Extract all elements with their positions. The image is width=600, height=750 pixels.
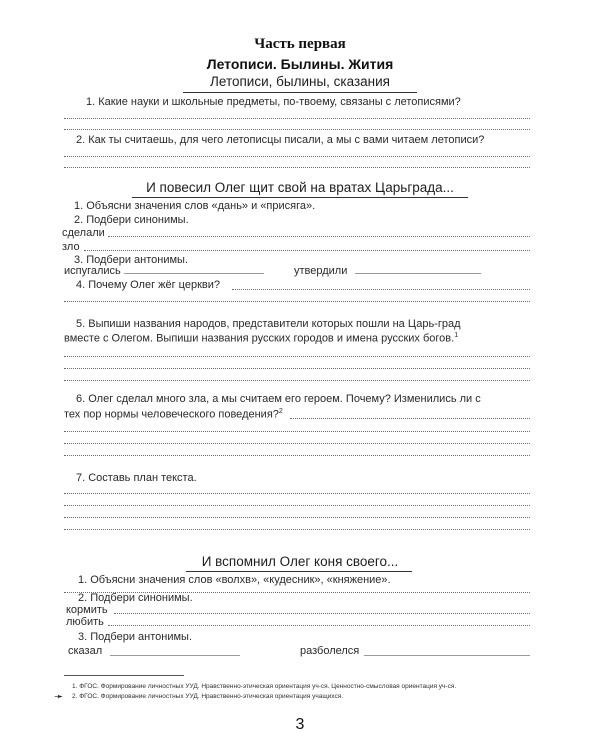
arrow-right-icon: ➛ (54, 691, 64, 703)
block2-title: И повесил Олег щит свой на вратах Царьграда... (146, 180, 454, 195)
answer-line[interactable] (290, 418, 530, 419)
answer-line[interactable] (64, 505, 530, 506)
footnote-ref-1: 1 (454, 332, 459, 339)
answer-line[interactable] (124, 273, 264, 274)
answer-line[interactable] (110, 655, 240, 656)
answer-line[interactable] (64, 443, 530, 444)
question-antonyms: 3. Подбери антонимы. (74, 254, 189, 266)
question-peoples-line1: 5. Выпиши названия народов, представители которых пошли на Царь-град (76, 318, 461, 330)
section-title: Летописи. Былины. Жития (206, 56, 394, 72)
question-2-chronicles: 2. Как ты считаешь, для чего летописцы писали, а мы с вами читаем летописи? (76, 134, 485, 146)
answer-line[interactable] (64, 156, 530, 157)
answer-line[interactable] (64, 455, 530, 456)
question-oleg-hero-line1: 6. Олег сделал много зла, а мы считаем его героем. Почему? Изменились ли с (76, 393, 481, 405)
answer-line[interactable] (355, 273, 481, 274)
subsection-title: Летописи, былины, сказания (210, 74, 390, 89)
question-volkhv-meaning: 1. Объясни значения слов «волхв», «кудесник», «княжение». (78, 574, 391, 586)
answer-line[interactable] (64, 301, 530, 302)
answer-line[interactable] (64, 431, 530, 432)
label-zlo: зло (62, 241, 80, 253)
answer-line[interactable] (64, 529, 530, 530)
answer-line[interactable] (64, 118, 530, 119)
answer-line[interactable] (64, 493, 530, 494)
label-utverdili: утвердили (294, 265, 348, 277)
label-razbolelsya: разболелся (300, 645, 360, 657)
question-churches: 4. Почему Олег жёг церкви? (76, 279, 221, 291)
block2-title-underline (132, 197, 468, 198)
footnote-ref-2: 2 (278, 408, 283, 415)
answer-line[interactable] (232, 289, 530, 290)
question-synonyms: 2. Подбери синонимы. (74, 214, 189, 226)
answer-line[interactable] (114, 613, 530, 614)
label-ispugalis: испугались (64, 265, 121, 277)
label-skazal: сказал (68, 645, 103, 657)
page-number: 3 (295, 716, 305, 733)
question-synonyms-2: 2. Подбери синонимы. (78, 592, 193, 604)
answer-line[interactable] (64, 356, 530, 357)
question-1-sciences: 1. Какие науки и школьные предметы, по-твоему, связаны с летописями? (86, 96, 461, 108)
part-title: Часть первая (254, 36, 346, 52)
footnote-2: 2. ФГОС. Формирование личностных УУД. Нравственно-этическая ориентация учащихся. (72, 693, 344, 700)
answer-line[interactable] (108, 625, 530, 626)
question-words-meaning: 1. Объясни значения слов «дань» и «присяга». (74, 200, 316, 212)
label-sdelali: сделали (62, 227, 105, 239)
label-kormit: кормить (66, 604, 108, 616)
footnote-1: 1. ФГОС. Формирование личностных УУД. Нравственно-этическая ориентация уч-ся. Ценностно-смысловая ориентация уч-ся. (72, 683, 457, 690)
answer-line[interactable] (64, 167, 530, 168)
question-oleg-hero-line2: тех пор нормы человеческого поведения?$^2$ (64, 408, 283, 421)
question-antonyms-2: 3. Подбери антонимы. (78, 631, 193, 643)
question-peoples-line2: вместе с Олегом. Выпиши названия русских городов и имена русских богов.$^1$ (64, 332, 459, 345)
answer-line[interactable] (84, 250, 530, 251)
label-lyubit: любить (66, 616, 104, 628)
answer-line[interactable] (64, 368, 530, 369)
footnote-separator (64, 675, 184, 676)
answer-line[interactable] (108, 236, 530, 237)
answer-line[interactable] (64, 380, 530, 381)
block3-title: И вспомнил Олег коня своего... (201, 554, 399, 569)
answer-line[interactable] (64, 129, 530, 130)
answer-line[interactable] (364, 655, 530, 656)
question-text-plan: 7. Составь план текста. (76, 472, 197, 484)
block3-title-underline (186, 571, 412, 572)
subsection-title-underline (183, 92, 417, 93)
answer-line[interactable] (64, 517, 530, 518)
